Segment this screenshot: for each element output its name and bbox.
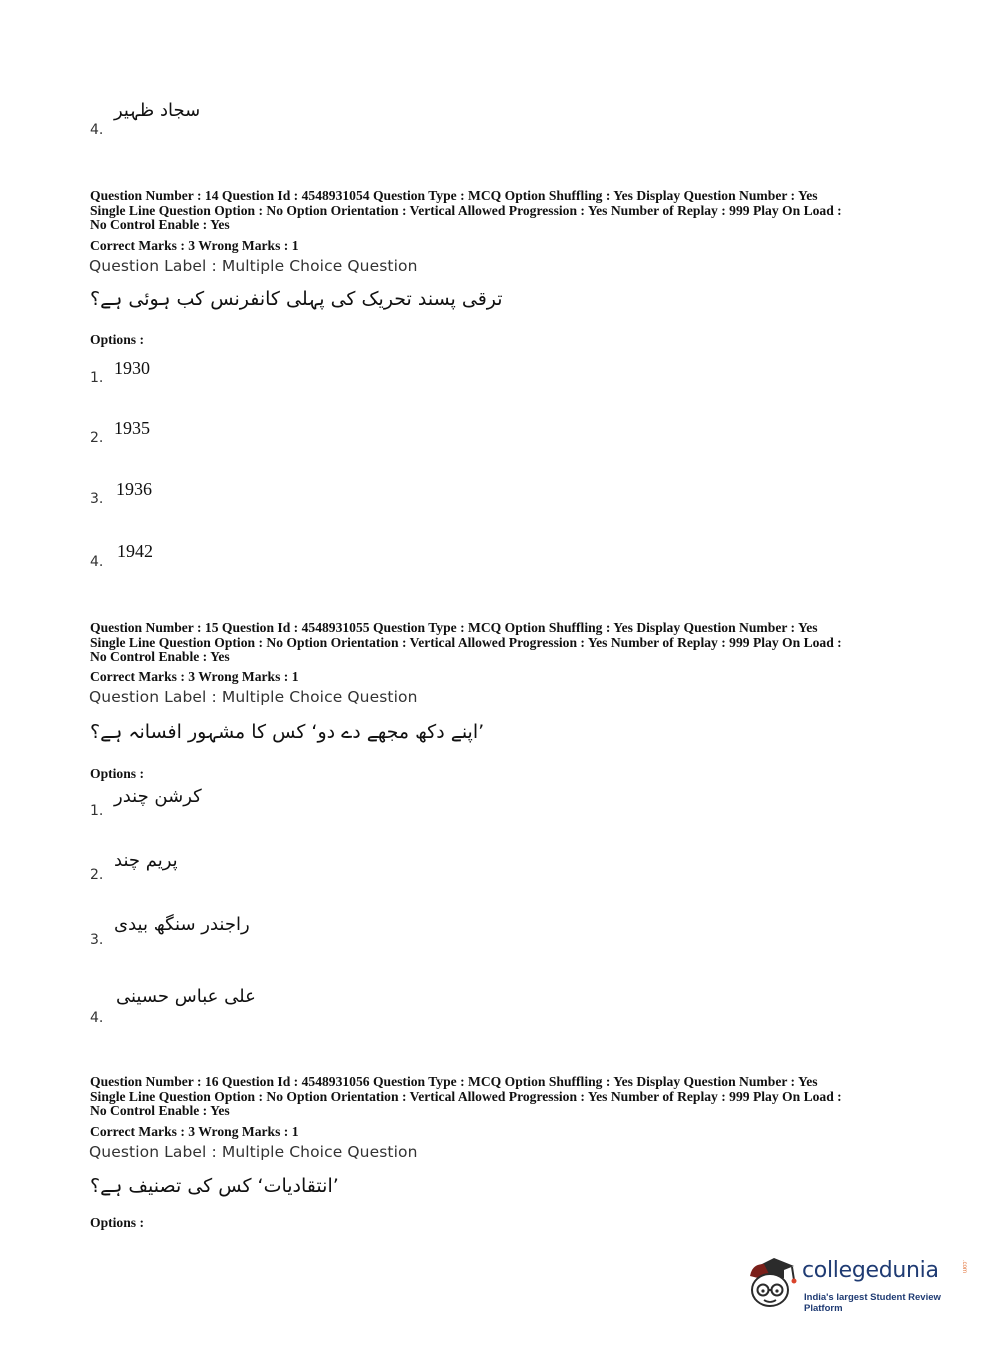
question-15-options-label: Options :: [90, 766, 145, 781]
option-number: 4.: [90, 122, 104, 138]
question-14-text: ترقی پسند تحریک کی پہلی کانفرنس کب ہوئی ہے؟: [90, 288, 503, 310]
logo-suffix: .com: [961, 1260, 967, 1274]
option-number: 1.: [90, 803, 104, 819]
option-text: علی عباس حسینی: [116, 986, 256, 1007]
option-number: 3.: [90, 932, 104, 948]
question-16-marks: Correct Marks : 3 Wrong Marks : 1: [90, 1124, 299, 1139]
question-16-text: ’انتقادیات‘ کس کی تصنیف ہے؟: [90, 1175, 339, 1197]
option-text: راجندر سنگھ بیدی: [114, 914, 250, 935]
collegedunia-logo: [744, 1250, 974, 1312]
option-text: کرشن چندر: [114, 786, 202, 807]
question-15-text: ’اپنے دکھ مجھے دے دو‘ کس کا مشہور افسانہ ہے؟: [90, 721, 485, 743]
option-text: پریم چند: [114, 850, 178, 871]
option-number: 4.: [90, 554, 104, 570]
option-text: 1935: [114, 418, 150, 438]
logo-tagline: India's largest Student Review Platform: [804, 1292, 941, 1314]
question-15-meta: Question Number : 15 Question Id : 4548931055 Question Type : MCQ Option Shuffling : Yes Display Question Number : Yes Single Line Question Option : No Option Orientation : Vertical Allowed Progression : Yes Number of Replay : 999 Play On Load : No Control Enable : Yes: [90, 620, 842, 665]
question-16-meta: Question Number : 16 Question Id : 4548931056 Question Type : MCQ Option Shuffling : Yes Display Question Number : Yes Single Line Question Option : No Option Orientation : Vertical Allowed Progression : Yes Number of Replay : 999 Play On Load : No Control Enable : Yes: [90, 1074, 842, 1119]
mascot-icon: [744, 1250, 800, 1310]
question-14-label: Question Label : Multiple Choice Question: [89, 257, 418, 275]
option-number: 4.: [90, 1010, 104, 1026]
question-16-label: Question Label : Multiple Choice Question: [89, 1143, 418, 1161]
option-number: 1.: [90, 370, 104, 386]
question-14-marks: Correct Marks : 3 Wrong Marks : 1: [90, 238, 299, 253]
logo-brand: collegedunia: [802, 1258, 939, 1283]
question-16-options-label: Options :: [90, 1215, 145, 1230]
option-text: 1942: [117, 541, 153, 561]
option-text: 1930: [114, 358, 150, 378]
option-text: 1936: [116, 479, 152, 499]
option-number: 2.: [90, 430, 104, 446]
question-14-options-label: Options :: [90, 332, 145, 347]
question-14-meta: Question Number : 14 Question Id : 4548931054 Question Type : MCQ Option Shuffling : Yes Display Question Number : Yes Single Line Question Option : No Option Orientation : Vertical Allowed Progression : Yes Number of Replay : 999 Play On Load : No Control Enable : Yes: [90, 188, 842, 233]
question-15-label: Question Label : Multiple Choice Question: [89, 688, 418, 706]
option-text: سجاد ظہیر: [114, 100, 201, 121]
option-number: 3.: [90, 491, 104, 507]
option-number: 2.: [90, 867, 104, 883]
question-15-marks: Correct Marks : 3 Wrong Marks : 1: [90, 669, 299, 684]
